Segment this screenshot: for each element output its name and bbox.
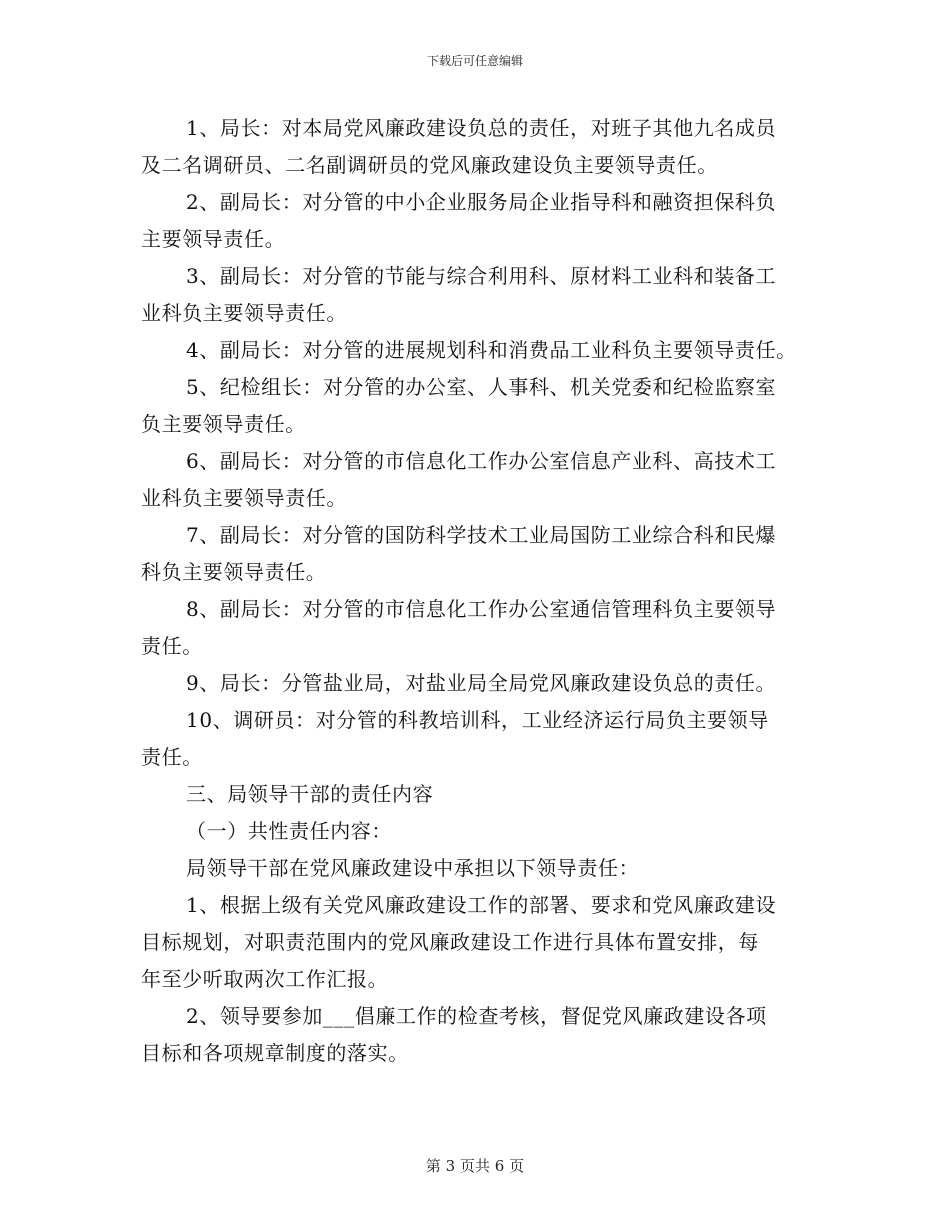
- text-line: 及二名调研员、二名副调研员的党风廉政建设负主要领导责任。: [141, 153, 718, 177]
- text-line: 业科负主要领导责任。: [141, 301, 347, 325]
- text-line: 负主要领导责任。: [141, 412, 306, 436]
- text-line: 业科负主要领导责任。: [141, 486, 347, 510]
- text-line: 1、局长：对本局党风廉政建设负总的责任，对班子其他九名成员: [186, 116, 777, 140]
- document-body: [141, 110, 821, 1072]
- page-footer: 第 3 页共 6 页: [425, 1157, 525, 1175]
- text-line: 2、副局长：对分管的中小企业服务局企业指导科和融资担保科负: [186, 190, 777, 214]
- text-line: 目标规划，对职责范围内的党风廉政建设工作进行具体布置安排，每: [141, 930, 759, 954]
- text-line: 4、副局长：对分管的进展规划科和消费品工业科负主要领导责任。: [186, 338, 797, 362]
- text-line: 责任。: [141, 634, 203, 658]
- text-line: 2、领导要参加___倡廉工作的检查考核，督促党风廉政建设各项: [186, 1004, 767, 1028]
- text-line: 局领导干部在党风廉政建设中承担以下领导责任：: [186, 856, 640, 880]
- text-line: 年至少听取两次工作汇报。: [141, 967, 389, 991]
- text-line: 3、副局长：对分管的节能与综合利用科、原材料工业科和装备工: [186, 264, 777, 288]
- page-header: 下载后可任意编辑: [426, 54, 523, 68]
- text-line: 目标和各项规章制度的落实。: [141, 1041, 409, 1065]
- text-line: （一）共性责任内容：: [186, 819, 392, 843]
- text-line: 8、副局长：对分管的市信息化工作办公室通信管理科负主要领导: [186, 597, 777, 621]
- text-line: 5、纪检组长：对分管的办公室、人事科、机关党委和纪检监察室: [186, 375, 777, 399]
- text-line: 三、局领导干部的责任内容: [186, 782, 434, 806]
- text-line: 科负主要领导责任。: [141, 560, 327, 584]
- text-line: 6、副局长：对分管的市信息化工作办公室信息产业科、高技术工: [186, 449, 777, 473]
- text-line: 主要领导责任。: [141, 227, 286, 251]
- text-line: 7、副局长：对分管的国防科学技术工业局国防工业综合科和民爆: [186, 523, 777, 547]
- text-line: 9、局长：分管盐业局，对盐业局全局党风廉政建设负总的责任。: [186, 671, 777, 695]
- text-line: 10、调研员：对分管的科教培训科，工业经济运行局负主要领导: [186, 708, 769, 732]
- text-line: 1、根据上级有关党风廉政建设工作的部署、要求和党风廉政建设: [186, 893, 777, 917]
- text-line: 责任。: [141, 745, 203, 769]
